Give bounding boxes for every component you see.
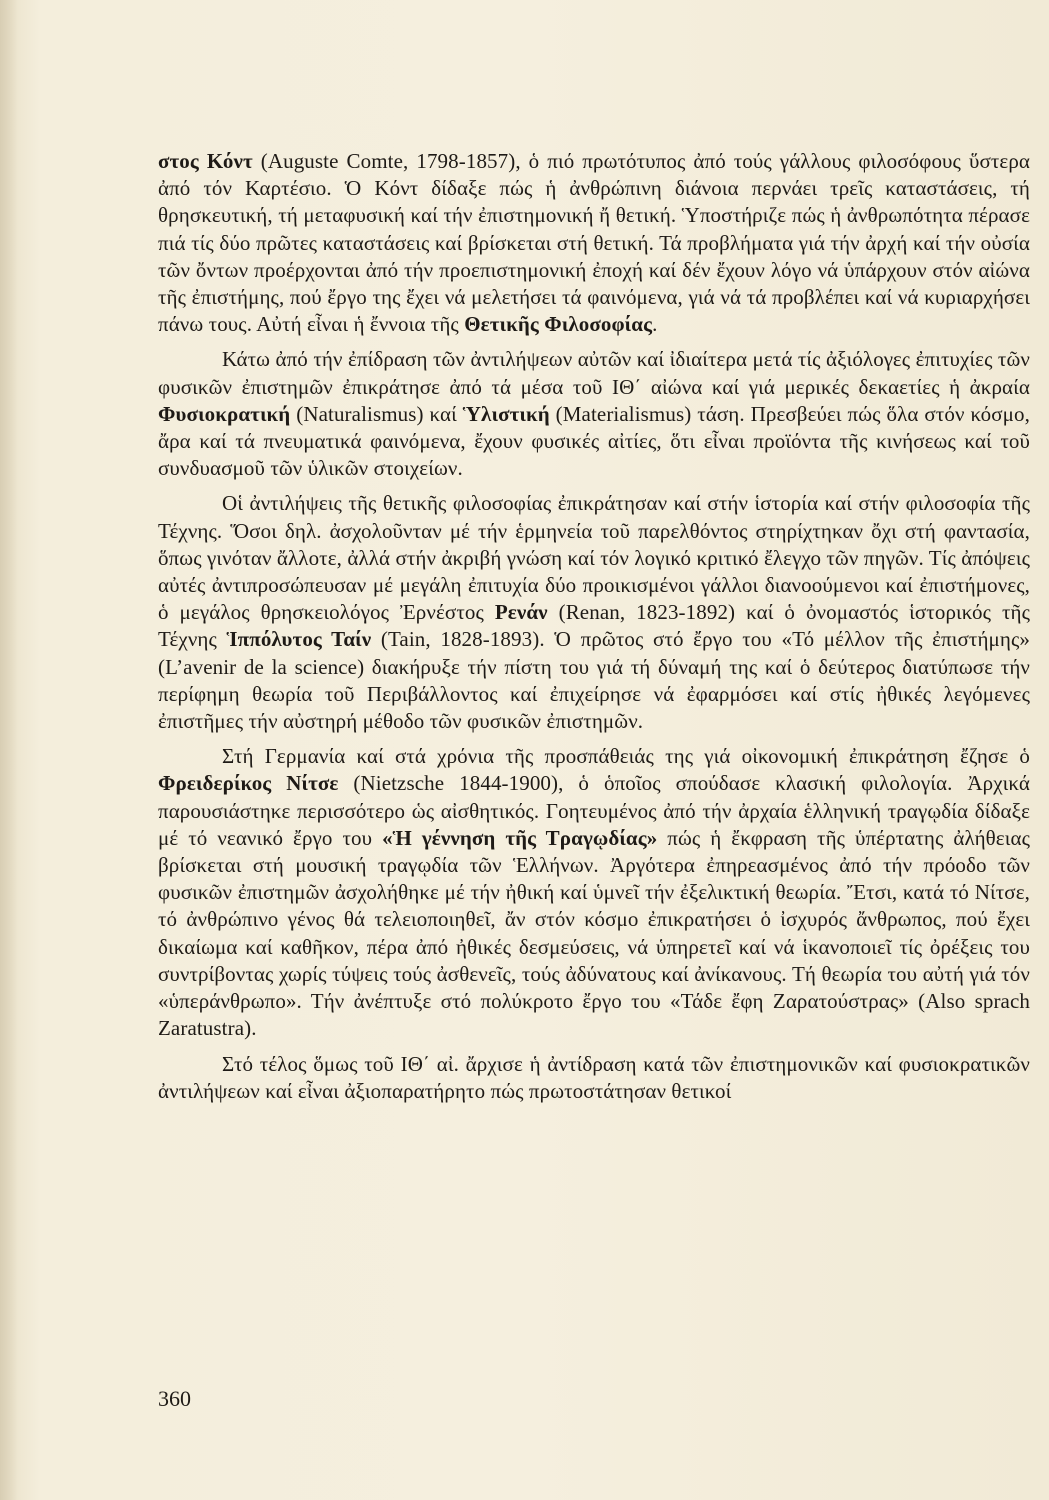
- paragraph-comte: [158, 148, 1030, 338]
- text-run: Οἱ ἀντιλήψεις τῆς θετικῆς φιλοσοφίας ἐπικράτησαν καί στήν ἱστορία καί στήν φιλοσοφία τῆς Τέχνης. Ὅσοι δηλ. ἀσχολοῦνταν μέ τήν ἑρμηνεία τοῦ παρελθόντος στηρίχτηκαν ὄχι στή φαντασία, ὅπως γινόταν ἄλλοτε, ἀλλά στήν ἀκριβή γνώση καί τόν λογικό κριτικό ἔλεγχο τῶν πηγῶν. Τίς ἀπόψεις αὐτές ἀντιπροσώπευσαν μέ μεγάλη ἐπιτυχία δύο προικισμένοι γάλλοι διανοούμενοι καί ἐπιστήμονες, ὁ μεγάλος θρησκειολόγος Ἐρνέστος: [158, 491, 1030, 625]
- page-gutter-shadow: [0, 0, 18, 1500]
- text-run: Στό τέλος ὅμως τοῦ ΙΘ΄ αἰ. ἄρχισε ἡ ἀντίδραση κατά τῶν ἐπιστημονικῶν καί φυσιοκρατικῶν ἀντιλήψεων καί εἶναι ἀξιοπαρατήρητο πώς πρωτοστάτησαν θετικοί: [158, 1051, 1030, 1103]
- text-run: (Naturalismus) καί: [290, 401, 463, 426]
- text-run: .: [652, 312, 658, 337]
- bold-term: Ρενάν: [494, 600, 548, 625]
- paragraph-nietzsche: [158, 743, 1030, 1042]
- bold-term: στος: [158, 149, 207, 173]
- paragraph-reaction: [158, 1051, 1030, 1105]
- text-run: (Nietzsche 1844-1900), ὁ ὁποῖος σπούδασε κλασική φιλολογία. Ἀρχικά παρουσιάστηκε περισσότερο ὡς αἰσθητικός. Γοητευμένος ἀπό τήν ἀρχαία ἑλληνική τραγῳδία δίδαξε μέ τό νεανικό ἔργο του: [158, 771, 1030, 850]
- text-run: (Renan, 1823-1892) καί ὁ ὀνομαστός ἱστορικός τῆς Τέχνης: [158, 600, 1031, 652]
- text-run: Κάτω ἀπό τήν ἐπίδραση τῶν ἀντιλήψεων αὐτῶν καί ἰδιαίτερα μετά τίς ἀξιόλογες ἐπιτυχίες τῶν φυσικῶν ἐπιστημῶν ἐπικράτησε ἀπό τά μέσα τοῦ ΙΘ΄ αἰώνα καί γιά μερικές δεκαετίες ἡ ἀκραία: [158, 347, 1030, 399]
- paragraph-naturalism: [158, 346, 1030, 482]
- text-run: (Auguste Comte, 1798-1857), ὁ πιό πρωτότυπος ἀπό τούς γάλλους φιλοσόφους ὕστερα ἀπό τόν Καρτέσιο. Ὁ Κόντ δίδαξε πώς ἡ ἀνθρώπινη διάνοια περνάει τρεῖς καταστάσεις, τή θρησκευτική, τή μεταφυσική καί τήν ἐπιστημονική ἤ θετική. Ὑποστήριζε πώς ἡ ἀνθρωπότητα πέρασε πιά τίς δύο πρῶτες καταστάσεις καί βρίσκεται στή θετική. Τά προβλήματα γιά τήν ἀρχή καί τήν οὐσία τῶν ὄντων προέρχονται ἀπό τήν προεπιστημονική ἐποχή καί δέν ἔχουν λόγο νά ὑπάρχουν στόν αἰώνα τῆς ἐπιστήμης, πού ἔργο της ἔχει νά μελετήσει τά φαινόμενα, γιά νά τά προβλέπει καί νά κυριαρχήσει πάνω τους. Αὐτή εἶναι ἡ ἔννοια τῆς: [158, 149, 1031, 337]
- paragraph-renan-taine: [158, 490, 1030, 735]
- bold-term: «Ἡ γέννηση τῆς Τραγῳδίας»: [382, 825, 658, 850]
- text-run: (Tain, 1828-1893). Ὁ πρῶτος στό ἔργο του «Τό μέλλον τῆς ἐπιστήμης» (L’avenir de la science) διακήρυξε τήν πίστη του γιά τή δύναμή της καί ὁ δεύτερος διατύπωσε τήν περίφημη θεωρία τοῦ Περιβάλλοντος καί ἐπιχείρησε νά ἐφαρμόσει καί στίς ἠθικές λεγόμενες ἐπιστῆμες τήν αὐστηρή μέθοδο τῶν φυσικῶν ἐπιστημῶν.: [158, 627, 1030, 734]
- bold-term: Ὑλιστική: [462, 401, 550, 426]
- text-run: Στή Γερμανία καί στά χρόνια τῆς προσπάθειάς της γιά οἰκονομική ἐπικράτηση ἔζησε ὁ: [222, 744, 1030, 769]
- bold-term: Θετικῆς Φιλοσοφίας: [464, 312, 653, 337]
- bold-term: Ἱππόλυτος Ταίν: [226, 627, 372, 652]
- text-run: πώς ἡ ἔκφραση τῆς ὑπέρτατης ἀλήθειας βρίσκεται στή μουσική τραγῳδία τῶν Ἑλλήνων. Ἀργότερα ἐπηρεασμένος ἀπό τήν πρόοδο τῶν φυσικῶν ἐπιστημῶν ἀσχολήθηκε μέ τήν ἠθική καί ὑμνεῖ τήν ἐξελικτική θεωρία. Ἔτσι, κατά τό Νίτσε, τό ἀνθρώπινο γένος θά τελειοποιηθεῖ, ἄν στόν κόσμο ἐπικρατήσει ὁ ἰσχυρός ἄνθρωπος, πού ἔχει δικαίωμα καί καθῆκον, πέρα ἀπό ἠθικές δεσμεύσεις, νά ὑπηρετεῖ καί νά ἱκανοποιεῖ τίς ὀρέξεις του συντρίβοντας χωρίς τύψεις τούς ἀσθενεῖς, τούς ἀδύνατους καί ἀνίκανους. Τή θεωρία του αὐτή γιά τόν «ὑπεράνθρωπο». Τήν ἀνέπτυξε στό πολύκροτο ἔργο του «Τάδε ἔφη Ζαρατούστρας» (Also sprach Zaratustra).: [158, 825, 1030, 1041]
- bold-term: Φρειδερίκος Νίτσε: [158, 771, 339, 796]
- page-number: 360: [158, 1386, 191, 1411]
- body-text: [158, 148, 1030, 1113]
- bold-term: Κόντ: [206, 149, 253, 173]
- text-run: (Materialismus) τάση. Πρεσβεύει πώς ὅλα στόν κόσμο, ἄρα καί τά πνευματικά φαινόμενα, ἔχουν φυσικές αἰτίες, ὅτι εἶναι προϊόντα τῆς κινήσεως καί τοῦ συνδυασμοῦ τῶν ὑλικῶν στοιχείων.: [158, 401, 1030, 481]
- bold-term: Φυσιοκρατική: [158, 401, 291, 426]
